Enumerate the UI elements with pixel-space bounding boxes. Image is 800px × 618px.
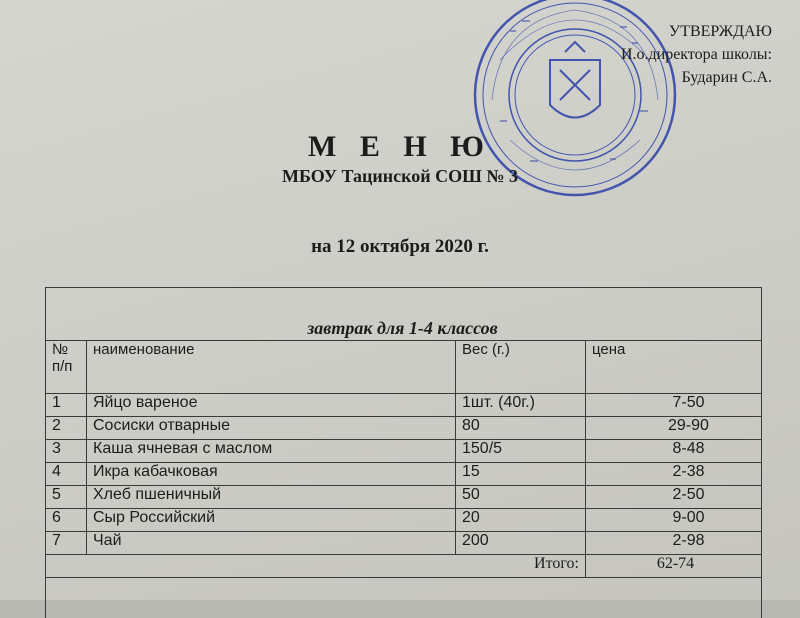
header-weight: Вес (г.)	[456, 341, 586, 394]
table-row	[46, 532, 762, 555]
row-price: 7-50	[586, 394, 762, 417]
row-weight: 15	[456, 463, 586, 486]
approval-title: УТВЕРЖДАЮ	[668, 23, 772, 40]
menu-table	[45, 340, 762, 578]
approval-block	[621, 20, 772, 89]
row-name: Яйцо вареное	[87, 394, 456, 417]
approval-signatory: Бударин С.А.	[681, 69, 772, 86]
header-price: цена	[586, 341, 762, 394]
row-num: 4	[46, 463, 87, 486]
table-row	[46, 486, 762, 509]
row-price: 2-50	[586, 486, 762, 509]
row-name: Каша ячневая с маслом	[87, 440, 456, 463]
school-name: МБОУ Тацинской СОШ № 3	[282, 166, 518, 186]
table-header-row	[46, 341, 762, 394]
row-price: 29-90	[586, 417, 762, 440]
page-title: М Е Н Ю	[308, 130, 492, 163]
row-price: 2-98	[586, 532, 762, 555]
table-row	[46, 440, 762, 463]
row-name: Хлеб пшеничный	[87, 486, 456, 509]
table-row	[46, 463, 762, 486]
row-num: 3	[46, 440, 87, 463]
row-name: Сосиски отварные	[87, 417, 456, 440]
row-num: 5	[46, 486, 87, 509]
row-num: 2	[46, 417, 87, 440]
table-row	[46, 417, 762, 440]
menu-date: на 12 октября 2020 г.	[311, 236, 489, 257]
row-weight: 20	[456, 509, 586, 532]
row-weight: 80	[456, 417, 586, 440]
approval-position: И.о.директора школы:	[620, 46, 772, 63]
row-weight: 1шт. (40г.)	[456, 394, 586, 417]
row-price: 8-48	[586, 440, 762, 463]
table-row	[46, 394, 762, 417]
row-weight: 200	[456, 532, 586, 555]
row-num: 6	[46, 509, 87, 532]
table-row	[46, 509, 762, 532]
row-num: 7	[46, 532, 87, 555]
meal-title: завтрак для 1-4 классов	[307, 318, 498, 338]
row-weight: 150/5	[456, 440, 586, 463]
header-name: наименование	[87, 341, 456, 394]
row-num: 1	[46, 394, 87, 417]
header-num: № п/п	[46, 341, 87, 394]
total-row	[46, 555, 762, 578]
row-name: Сыр Российский	[87, 509, 456, 532]
row-price: 9-00	[586, 509, 762, 532]
coat-of-arms-icon	[550, 42, 600, 118]
row-weight: 50	[456, 486, 586, 509]
total-label: Итого:	[46, 555, 586, 578]
row-name: Чай	[87, 532, 456, 555]
total-value: 62-74	[586, 555, 762, 578]
row-name: Икра кабачковая	[87, 463, 456, 486]
row-price: 2-38	[586, 463, 762, 486]
